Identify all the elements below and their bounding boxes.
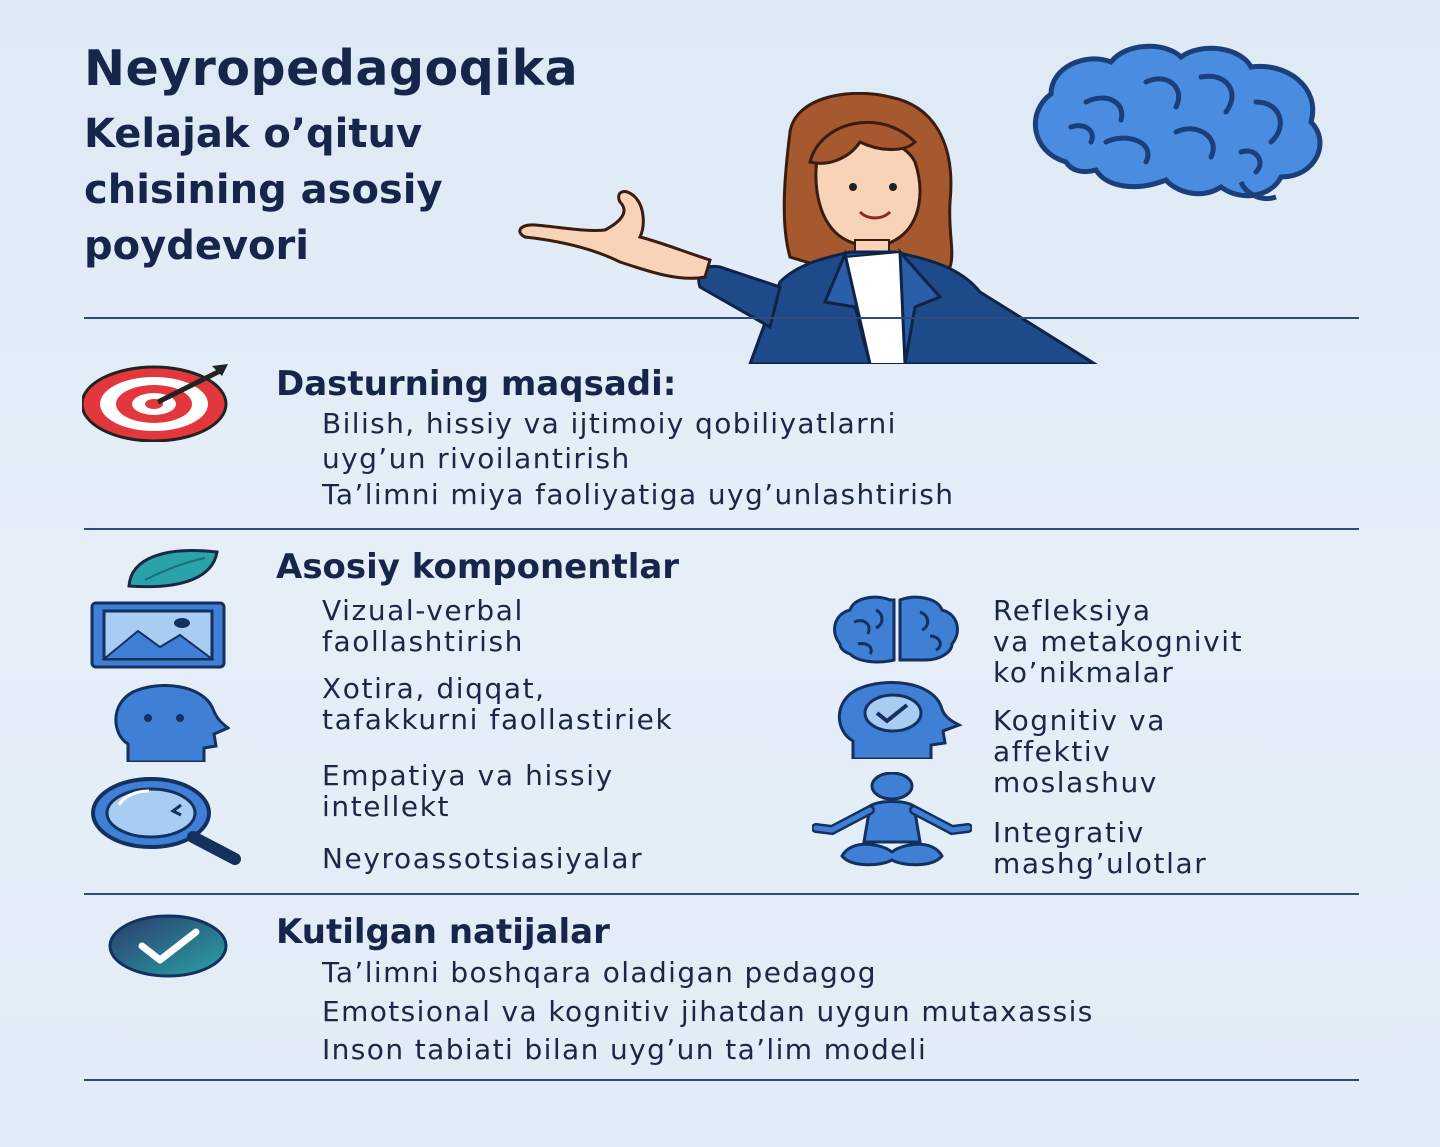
goal-item: Ta’limni miya faoliyatiga uyg’unlashtirish: [322, 478, 955, 511]
section-heading-goal: Dasturning maqsadi:: [276, 364, 677, 404]
component-line: mashg’ulotlar: [993, 847, 1208, 880]
component-item-right: [993, 817, 1207, 879]
component-line: Refleksiya: [993, 594, 1152, 627]
subtitle-line: poydevori: [84, 223, 309, 269]
component-line: Xotira, diqqat,: [322, 672, 546, 705]
section-heading-components: Asosiy komponentlar: [276, 547, 680, 587]
leaf-icon: [125, 546, 221, 592]
page-title: Neyropedagoqika: [84, 40, 579, 97]
divider: [84, 528, 1359, 530]
goal-item: uyg’un rivoilantirish: [322, 442, 631, 475]
result-item: Emotsional va kognitiv jihatdan uygun mutaxassis: [322, 995, 1094, 1028]
component-line: Vizual-verbal: [322, 594, 524, 627]
component-line: faollashtirish: [322, 625, 524, 658]
head-icon: [108, 684, 230, 762]
meditation-icon: [812, 772, 972, 870]
component-line: Kognitiv va: [993, 704, 1166, 737]
component-line: intellekt: [322, 790, 451, 823]
subtitle-line: chisining asosiy: [84, 167, 443, 213]
result-item: Ta’limni boshqara oladigan pedagog: [322, 956, 877, 989]
component-line: moslashuv: [993, 766, 1158, 799]
component-line: ko’nikmalar: [993, 656, 1175, 689]
head-brain-icon: [833, 681, 965, 759]
component-item-left: [322, 595, 524, 657]
brain-icon: [830, 592, 962, 664]
component-line: tafakkurni faollastiriek: [322, 703, 674, 736]
component-line: Empatiya va hissiy: [322, 759, 614, 792]
check-icon: [108, 914, 228, 978]
subtitle-line: Kelajak o’qituv: [84, 111, 423, 157]
result-item: Inson tabiati bilan uyg’un ta’lim modeli: [322, 1033, 928, 1066]
component-item-right: [993, 595, 1243, 688]
component-item-left: [322, 760, 614, 822]
component-line: affektiv: [993, 735, 1112, 768]
image-icon: [90, 601, 226, 669]
component-item-right: [993, 705, 1166, 798]
teacher-illustration: [510, 92, 1110, 364]
section-heading-results: Kutilgan natijalar: [276, 912, 610, 952]
goal-item: Bilish, hissiy va ijtimoiy qobiliyatlarni: [322, 407, 897, 440]
divider: [84, 1079, 1359, 1081]
divider: [84, 893, 1359, 895]
target-icon: [82, 362, 232, 442]
component-line: Neyroassotsiasiyalar: [322, 842, 644, 875]
component-item-left: [322, 843, 643, 874]
component-item-left: [322, 673, 673, 735]
divider: [84, 317, 1359, 319]
component-line: va metakognivit: [993, 625, 1244, 658]
component-line: Integrativ: [993, 816, 1145, 849]
magnifier-icon: [89, 775, 243, 865]
